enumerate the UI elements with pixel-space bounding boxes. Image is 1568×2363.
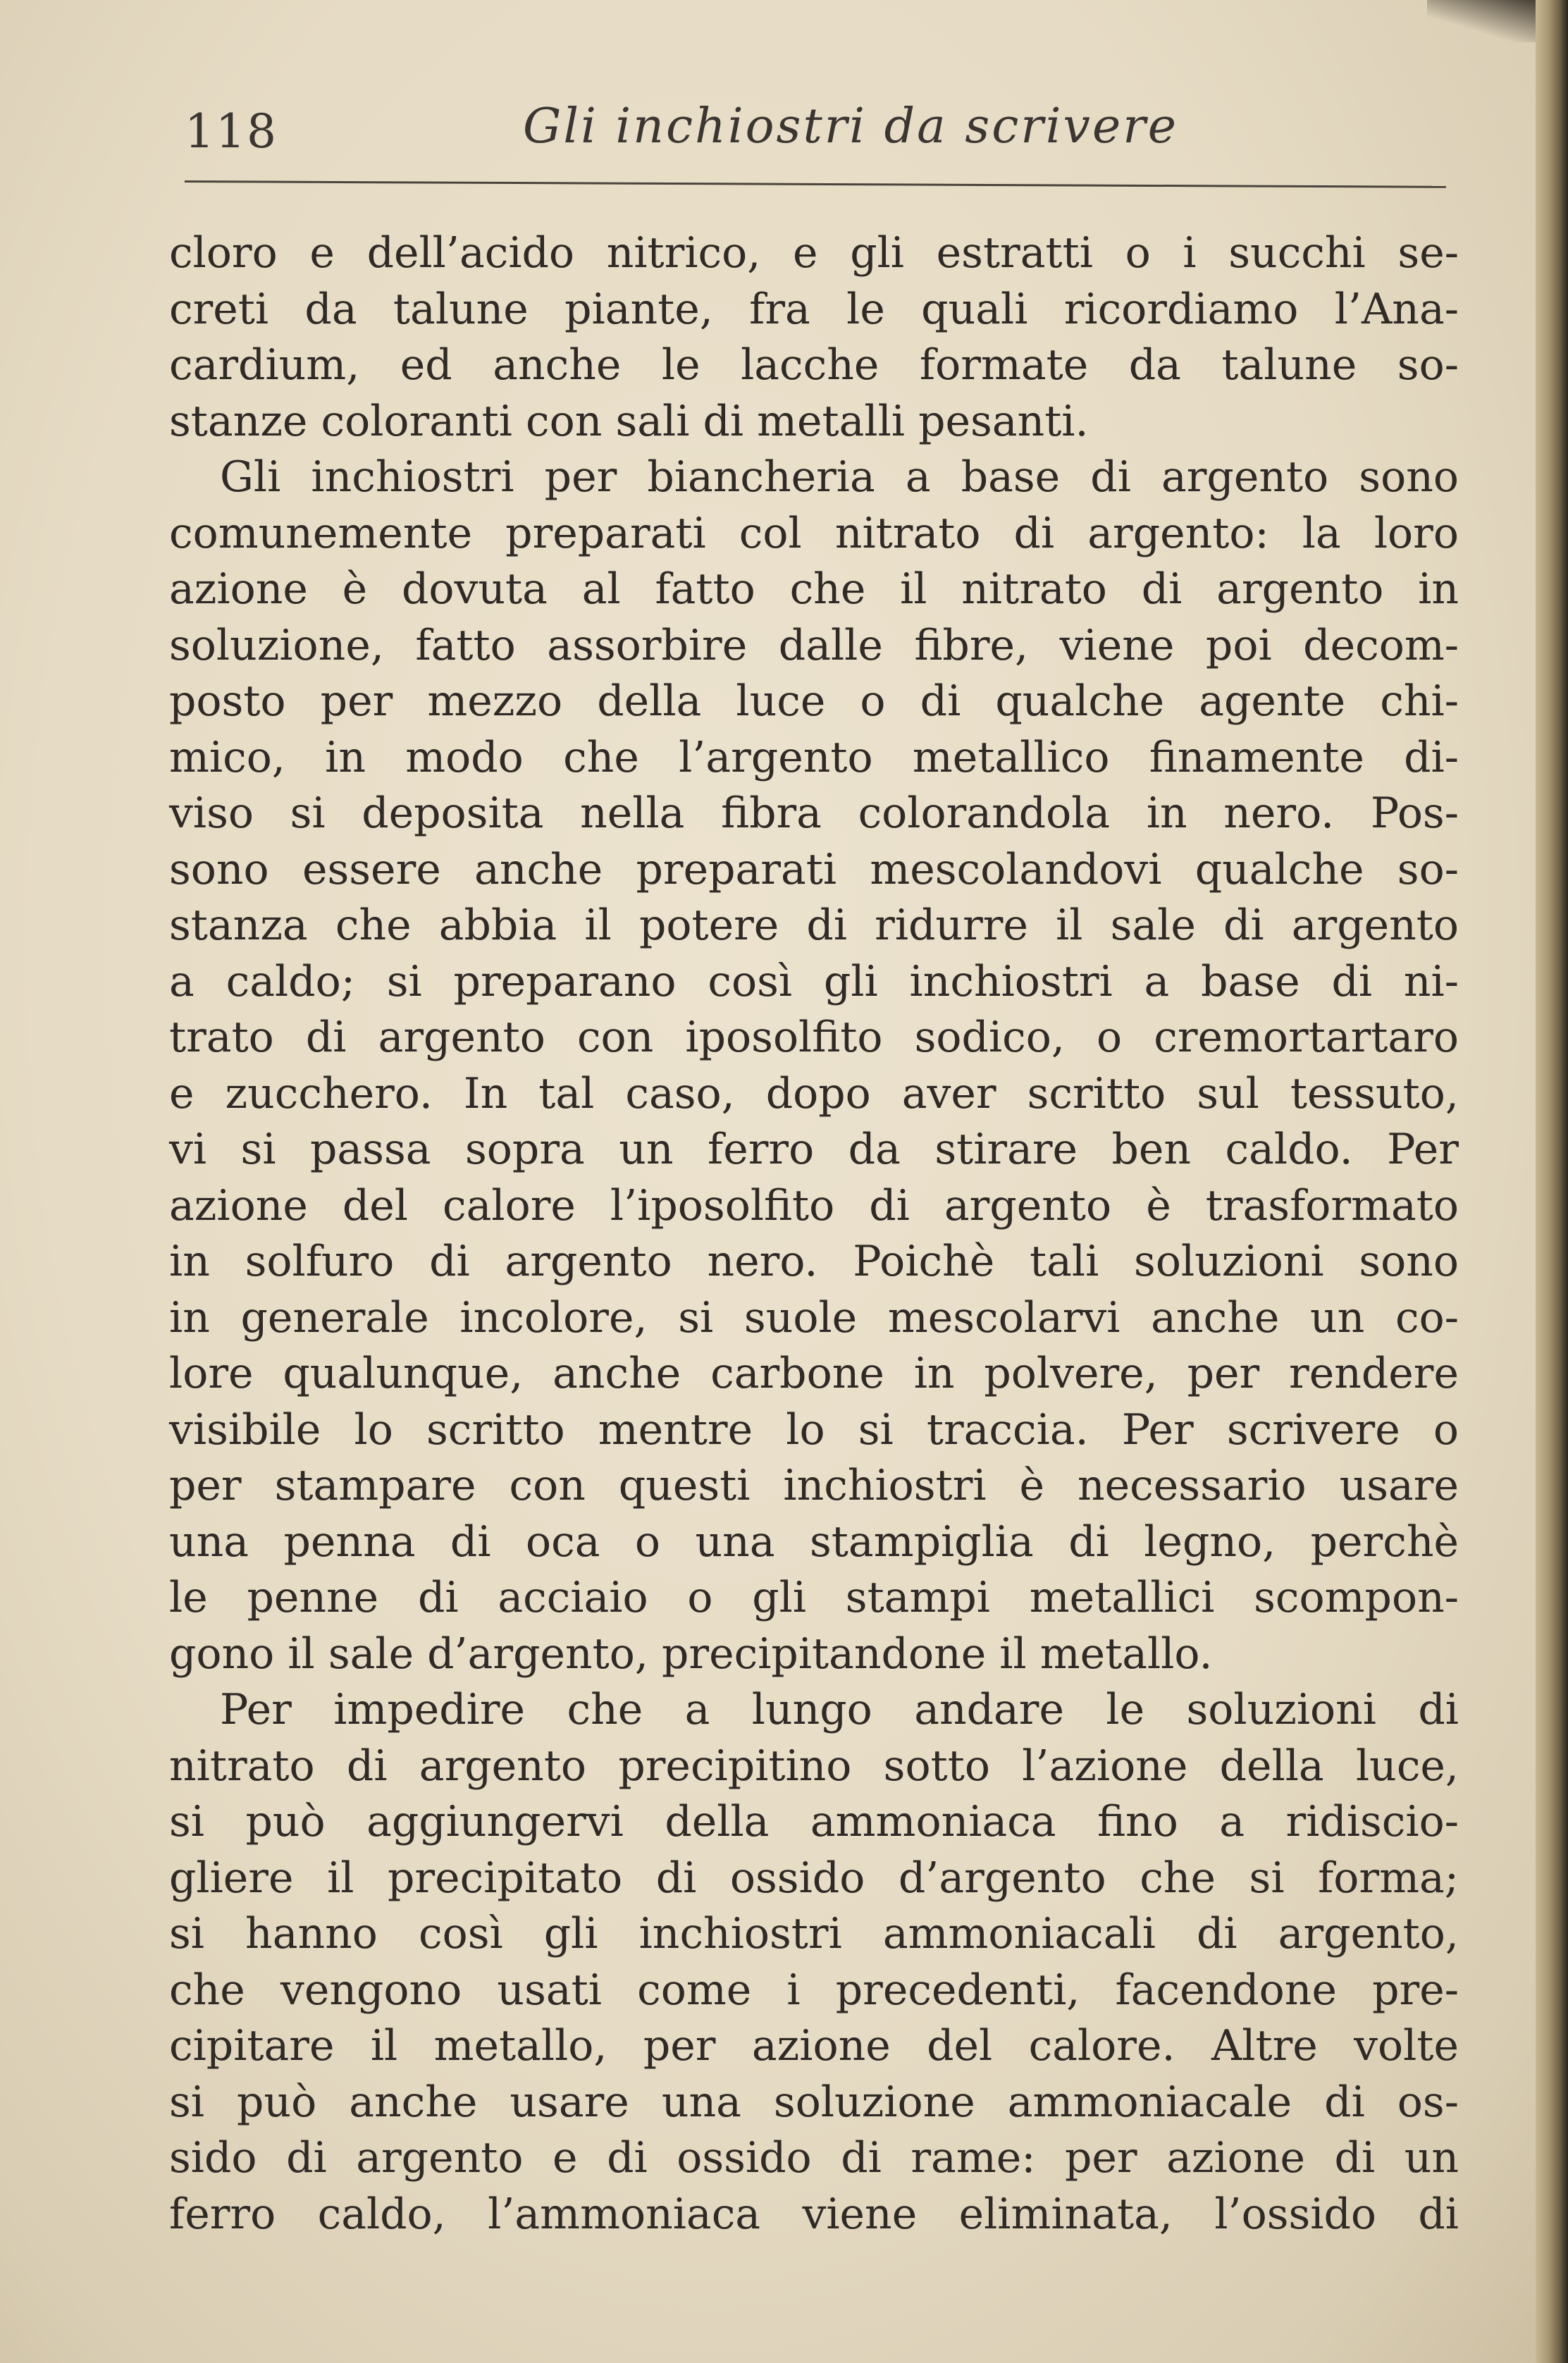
text-line: Per impedire che a lungo andare le soluzioni di: [220, 1685, 1459, 1734]
text-line: visibile lo scritto mentre lo si traccia. Per scrivere o: [169, 1405, 1459, 1455]
page-edge: [1536, 0, 1568, 2363]
text-line: si può anche usare una soluzione ammoniacale di os-: [169, 2077, 1459, 2127]
running-title: Gli inchiostri da scrivere: [523, 99, 1178, 154]
text-line: le penne di acciaio o gli stampi metallici scompon-: [169, 1573, 1459, 1622]
text-line: Gli inchiostri per biancheria a base di argento sono: [220, 452, 1459, 502]
text-line: gliere il precipitato di ossido d’argento che si forma;: [169, 1853, 1459, 1903]
text-line: azione del calore l’iposolfito di argento è trasformato: [169, 1180, 1459, 1230]
body-text: [169, 226, 1459, 2242]
text-line: in solfuro di argento nero. Poichè tali soluzioni sono: [169, 1237, 1459, 1286]
text-line: si hanno così gli inchiostri ammoniacali di argento,: [169, 1909, 1459, 1958]
text-line: stanza che abbia il potere di ridurre il sale di argento: [169, 901, 1459, 950]
text-line: a caldo; si preparano così gli inchiostri a base di ni-: [169, 956, 1459, 1006]
paragraph-1: [169, 226, 1459, 450]
text-line: comunemente preparati col nitrato di argento: la loro: [169, 508, 1459, 558]
text-line: vi si passa sopra un ferro da stirare ben caldo. Per: [169, 1125, 1459, 1174]
text-line: nitrato di argento precipitino sotto l’azione della luce,: [169, 1741, 1459, 1791]
text-line: cipitare il metallo, per azione del calore. Altre volte: [169, 2021, 1459, 2071]
text-line: stanze coloranti con sali di metalli pesanti.: [169, 396, 1089, 446]
text-line: sido di argento e di ossido di rame: per azione di un: [169, 2133, 1459, 2183]
text-line: mico, in modo che l’argento metallico finamente di-: [169, 732, 1459, 782]
header-rule: [185, 180, 1446, 188]
text-line: sono essere anche preparati mescolandovi qualche so-: [169, 844, 1459, 894]
text-line: ferro caldo, l’ammoniaca viene eliminata, l’ossido di: [169, 2189, 1459, 2239]
text-line: creti da talune piante, fra le quali ricordiamo l’Ana-: [169, 284, 1459, 334]
text-line: cardium, ed anche le lacche formate da talune so-: [169, 340, 1459, 390]
paragraph-2: [169, 450, 1459, 1682]
text-line: lore qualunque, anche carbone in polvere, per rendere: [169, 1349, 1459, 1398]
text-line: una penna di oca o una stampiglia di legno, perchè: [169, 1517, 1459, 1567]
text-line: si può aggiungervi della ammoniaca fino a ridiscio-: [169, 1797, 1459, 1846]
page-header: [185, 90, 1439, 168]
text-line: posto per mezzo della luce o di qualche agente chi-: [169, 677, 1459, 726]
text-line: in generale incolore, si suole mescolarvi anche un co-: [169, 1292, 1459, 1343]
text-line: trato di argento con iposolfito sodico, o cremortartaro: [169, 1013, 1459, 1062]
text-line: soluzione, fatto assorbire dalle fibre, viene poi decom-: [169, 620, 1459, 670]
text-line: viso si deposita nella fibra colorandola in nero. Pos-: [169, 789, 1459, 838]
paragraph-3: [169, 1682, 1459, 2242]
text-line: gono il sale d’argento, precipitandone il metallo.: [169, 1629, 1213, 1679]
text-line: che vengono usati come i precedenti, facendone pre-: [169, 1965, 1459, 2015]
text-line: cloro e dell’acido nitrico, e gli estratti o i succhi se-: [169, 228, 1459, 278]
page-number: 118: [185, 104, 278, 159]
text-line: azione è dovuta al fatto che il nitrato di argento in: [169, 564, 1459, 614]
text-line: per stampare con questi inchiostri è necessario usare: [169, 1461, 1459, 1510]
text-line: e zucchero. In tal caso, dopo aver scritto sul tessuto,: [169, 1068, 1459, 1118]
